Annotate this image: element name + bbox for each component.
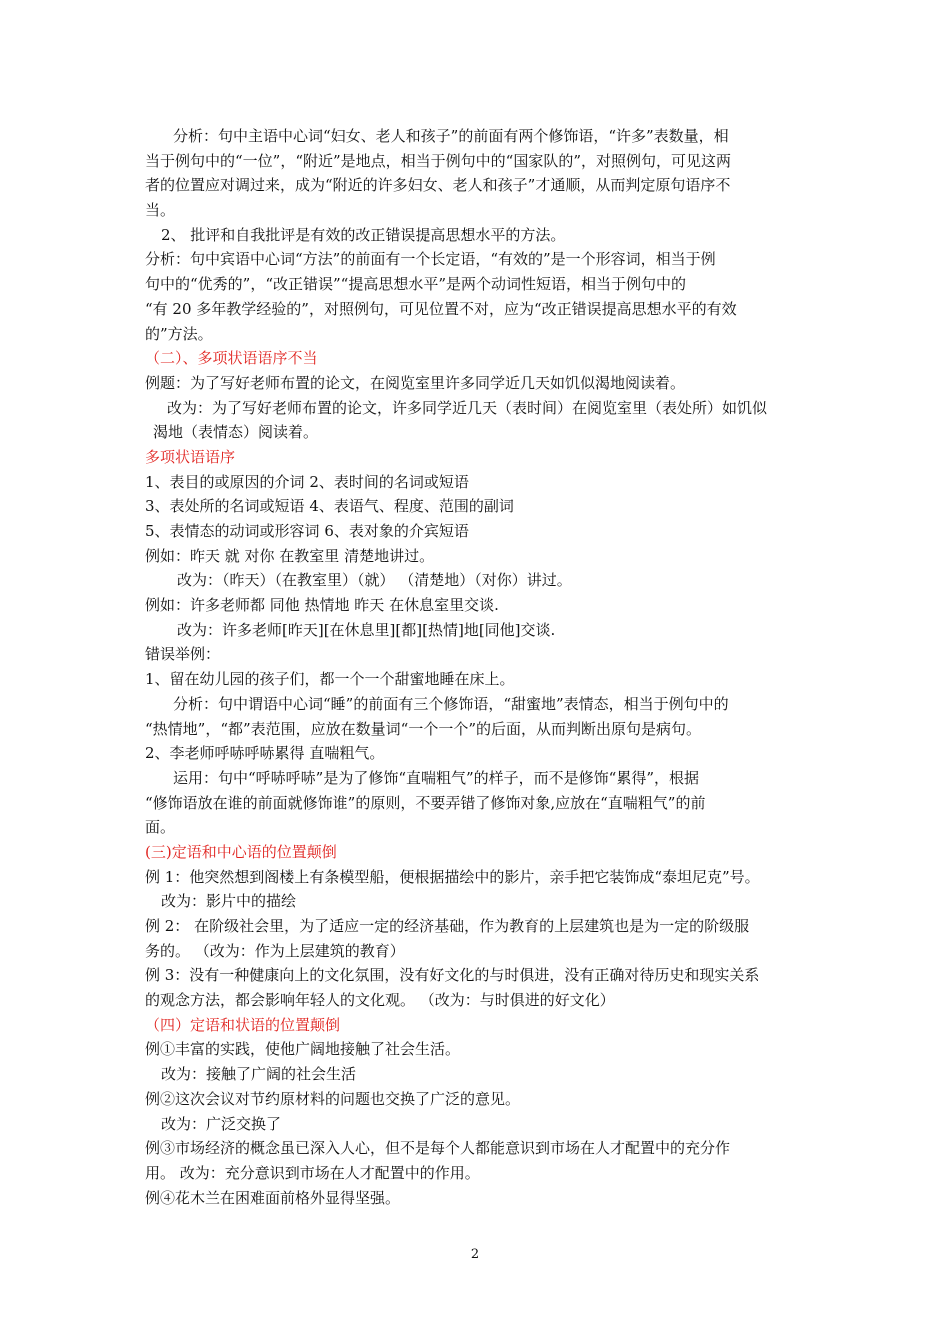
document-body	[145, 124, 815, 1210]
text-line: 例③市场经济的概念虽已深入人心，但不是每个人都能意识到市场在人才配置中的充分作	[145, 1139, 731, 1158]
text-line: 错误举例：	[145, 645, 221, 664]
section-heading: 多项状语语序	[145, 447, 236, 466]
text-line: 改为：接触了广阔的社会生活	[161, 1065, 357, 1084]
section-heading: (三)定语和中心语的位置颠倒	[145, 842, 337, 861]
text-line: 例 2： 在阶级社会里，为了适应一定的经济基础，作为教育的上层建筑也是为一定的阶级服	[145, 917, 750, 935]
text-line: 例④花木兰在困难面前格外显得坚强。	[145, 1188, 401, 1207]
text-line: 例 3：没有一种健康向上的文化氛围，没有好文化的与时俱进，没有正确对待历史和现实关系	[145, 966, 760, 985]
text-line: “有 20 多年教学经验的”，对照例句，可见位置不对，应为“改正错误提高思想水平的有效	[145, 299, 737, 318]
text-line: 面。	[145, 818, 176, 837]
text-line: 当。	[145, 201, 176, 220]
text-line: 的观念方法，都会影响年轻人的文化观。 （改为：与时俱进的好文化）	[145, 991, 615, 1010]
text-line: 2、李老师呼哧呼哧累得 直喘粗气。	[145, 744, 385, 763]
text-line: 用。 改为：充分意识到市场在人才配置中的作用。	[145, 1163, 480, 1182]
section-heading: （四）定语和状语的位置颠倒	[145, 1015, 341, 1034]
text-line: 务的。 （改为：作为上层建筑的教育）	[145, 941, 405, 960]
text-line: 例题：为了写好老师布置的论文，在阅览室里许多同学近几天如饥似渴地阅读着。	[145, 373, 686, 392]
text-line: 1、留在幼儿园的孩子们，都一个一个甜蜜地睡在床上。	[145, 670, 515, 689]
text-line: 分析：句中主语中心词“妇女、老人和孩子”的前面有两个修饰语，“许多”表数量，相	[173, 127, 729, 145]
text-line: 者的位置应对调过来，成为“附近的许多妇女、老人和孩子”才通顺，从而判定原句语序不	[145, 176, 731, 195]
text-line: 句中的“优秀的”，“改正错误”“提高思想水平”是两个动词性短语，相当于例句中的	[145, 275, 687, 294]
text-line: 改为：（昨天）（在教室里）（就） （清楚地）（对你）讲过。	[177, 571, 572, 590]
text-line: 例如：许多老师都 同他 热情地 昨天 在休息室里交谈.	[145, 596, 499, 615]
text-line: 1、表目的或原因的介词 2、表时间的名词或短语	[145, 472, 469, 491]
section-heading: （二）、多项状语语序不当	[145, 349, 318, 368]
text-line: 2、 批评和自我批评是有效的改正错误提高思想水平的方法。	[161, 225, 566, 244]
text-line: “热情地”，“都”表范围，应放在数量词“一个一个”的后面，从而判断出原句是病句。	[145, 719, 702, 738]
text-line: 改为：影片中的描绘	[161, 892, 297, 911]
text-line: 3、表处所的名词或短语 4、表语气、程度、范围的副词	[145, 497, 514, 516]
text-line: “修饰语放在谁的前面就修饰谁”的原则，不要弄错了修饰对象,应放在“直喘粗气”的前	[145, 793, 706, 812]
text-line: 改为：许多老师[昨天][在休息里][都][热情]地[同他]交谈.	[177, 620, 556, 639]
text-line: 当于例句中的“一位”，“附近”是地点，相当于例句中的“国家队的”，对照例句，可见这两	[145, 151, 732, 170]
text-line: 改为：为了写好老师布置的论文，许多同学近几天（表时间）在阅览室里（表处所）如饥似	[167, 398, 768, 417]
text-line: 分析：句中谓语中心词“睡”的前面有三个修饰语，“甜蜜地”表情态，相当于例句中的	[173, 694, 729, 713]
text-line: 的”方法。	[145, 324, 213, 343]
text-line: 改为：广泛交换了	[161, 1114, 282, 1133]
text-line: 例 1：他突然想到阁楼上有条模型船，便根据描绘中的影片，亲手把它装饰成“泰坦尼克”号。	[145, 867, 760, 886]
text-line: 例如：昨天 就 对你 在教室里 清楚地讲过。	[145, 546, 435, 565]
page-number: 2	[470, 1247, 480, 1262]
text-line: 例②这次会议对节约原材料的问题也交换了广泛的意见。	[145, 1089, 521, 1108]
text-line: 分析：句中宾语中心词“方法”的前面有一个长定语，“有效的”是一个形容词，相当于例	[145, 250, 716, 269]
text-line: 渴地（表情态）阅读着。	[153, 423, 319, 442]
text-line: 例①丰富的实践，使他广阔地接触了社会生活。	[145, 1040, 461, 1059]
text-line: 运用：句中“呼哧呼哧”是为了修饰“直喘粗气”的样子，而不是修饰“累得”，根据	[173, 768, 700, 787]
text-line: 5、表情态的动词或形容词 6、表对象的介宾短语	[145, 522, 469, 540]
